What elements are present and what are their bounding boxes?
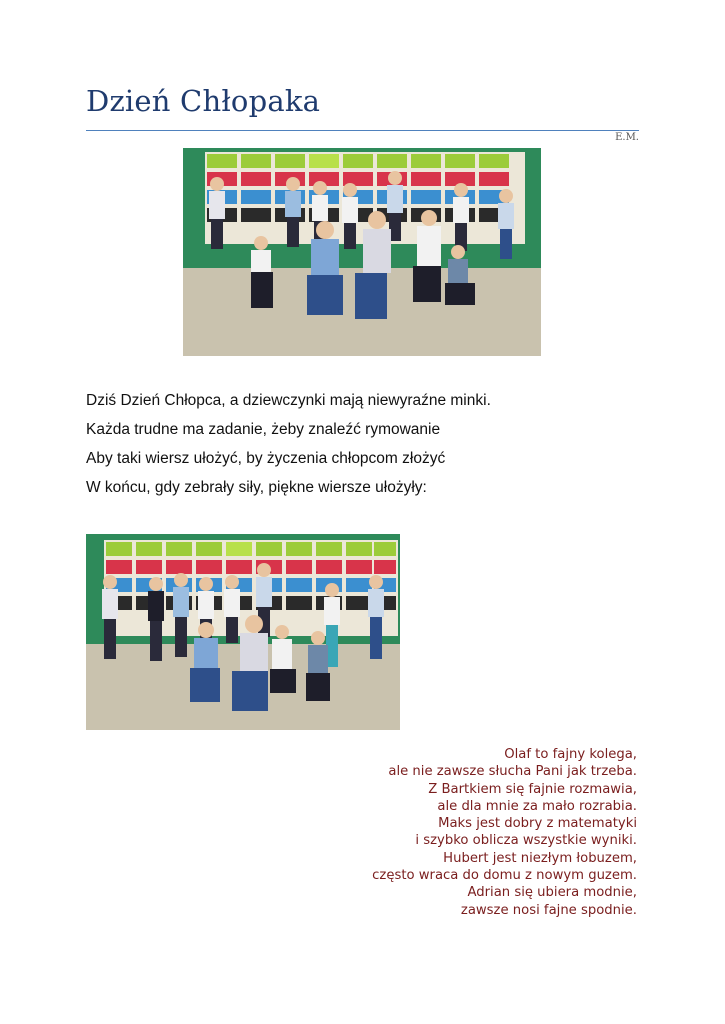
poem [217,746,637,919]
poem-line-10: zawsze nosi fajne spodnie. [460,902,637,918]
title-underline [86,130,639,131]
poem-line-6: i szybko oblicza wszystkie wyniki. [415,833,637,849]
group-photo-1 [183,148,541,356]
page-title: Dzień Chłopaka [86,84,321,118]
intro-line-1: Dziś Dzień Chłopca, a dziewczynki mają niewyraźne minki. [86,392,491,409]
intro-verse [86,392,646,508]
poem-line-4: ale dla mnie za mało rozrabia. [437,798,637,814]
group-photo-2 [86,534,400,730]
author-initials: E.M. [615,132,639,143]
poem-line-5: Maks jest dobry z matematyki [438,816,637,832]
poem-line-2: ale nie zawsze słucha Pani jak trzeba. [388,764,637,780]
poem-line-8: często wraca do domu z nowym guzem. [372,868,637,884]
intro-line-3: Aby taki wiersz ułożyć, by życzenia chłopcom złożyć [86,450,446,467]
poem-line-3: Z Bartkiem się fajnie rozmawia, [428,781,637,797]
intro-line-4: W końcu, gdy zebrały siły, piękne wiersze ułożyły: [86,479,427,496]
poem-line-7: Hubert jest niezłym łobuzem, [443,850,637,866]
poem-line-9: Adrian się ubiera modnie, [467,885,637,901]
poem-line-1: Olaf to fajny kolega, [504,747,637,762]
intro-line-2: Każda trudne ma zadanie, żeby znaleźć rymowanie [86,421,441,438]
